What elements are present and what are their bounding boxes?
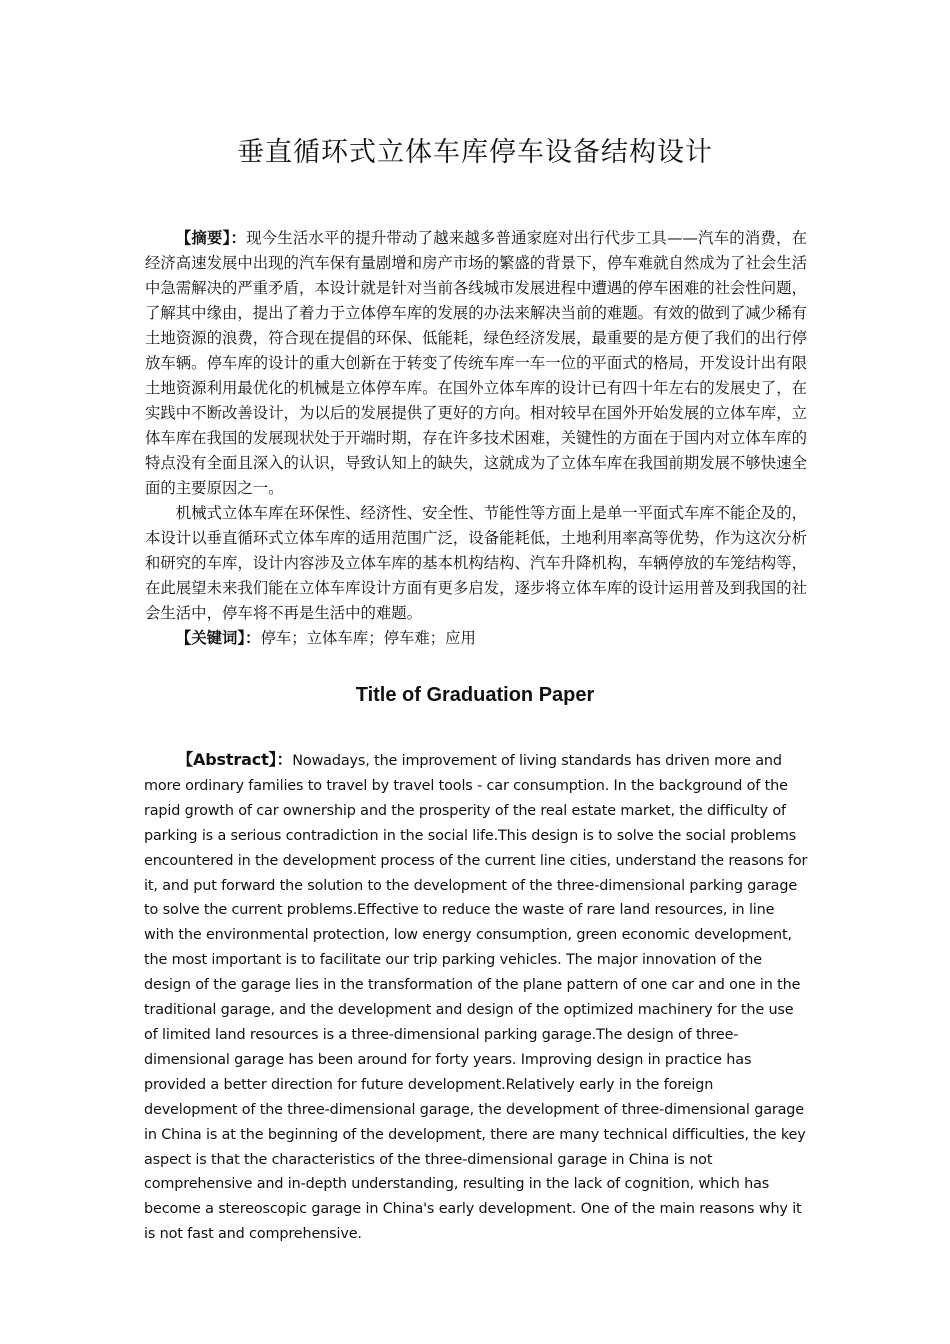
chinese-abstract-text-1: 现今生活水平的提升带动了越来越多普通家庭对出行代步工具——汽车的消费，在经济高速发展中出现的汽车保有量剧增和房产市场的繁盛的背景下，停车难就自然成为了社会生活中急需解决的严重矛盾，本设计就是针对当前各线城市发展进程中遭遇的停车困难的社会性问题，了解其中缘由，提出了着力于立体停车库的发展的办法来解决当前的难题。有效的做到了减少稀有土地资源的浪费，符合现在提倡的环保、低能耗，绿色经济发展，最重要的是方便了我们的出行停放车辆。停车库的设计的重大创新在于转变了传统车库一车一位的平面式的格局，开发设计出有限土地资源利用最优化的机械是立体停车库。在国外立体车库的设计已有四十年左右的发展史了，在实践中不断改善设计，为以后的发展提供了更好的方向。相对较早在国外开始发展的立体车库，立体车库在我国的发展现状处于开端时期，存在许多技术困难，关键性的方面在于国内对立体车库的特点没有全面且深入的认识，导致认知上的缺失，这就成为了立体车库在我国前期发展不够快速全面的主要原因之一。 xyxy=(145,229,807,497)
chinese-abstract-paragraph-2 xyxy=(145,501,807,626)
chinese-title: 垂直循环式立体车库停车设备结构设计 xyxy=(237,137,713,168)
chinese-abstract-label: 【摘要】： xyxy=(175,229,247,247)
chinese-abstract-paragraph-1 xyxy=(145,226,807,501)
chinese-abstract xyxy=(145,226,807,651)
english-abstract-text: Nowadays, the improvement of living standards has driven more and more ordinary families to travel by travel tools - car consumption. In the background of the rapid growth of car ownership and the prosperity of the real estate market, the difficulty of parking is a serious contradiction in the social life.This design is to solve the social problems encountered in the development process of the current line cities, understand the reasons for it, and put forward the solution to the development of the three-dimensional parking garage to solve the current problems.Effective to reduce the waste of rare land resources, in line with the environmental protection, low energy consumption, green economic development, the most important is to facilitate our trip parking vehicles. The major innovation of the design of the garage lies in the transformation of the plane pattern of one car and one in the traditional garage, and the development and design of the optimized machinery for the use of limited land resources is a three-dimensional parking garage.The design of three-dimensional garage has been around for forty years. Improving design in practice has provided a better direction for future development.Relatively early in the foreign development of the three-dimensional garage, the development of three-dimensional garage in China is at the beginning of the development, there are many technical difficulties, the key aspect is that the characteristics of the three-dimensional garage in China is not comprehensive and in-depth understanding, resulting in the lack of cognition, which has become a stereoscopic garage in China's early development. One of the main reasons why it is not fast and comprehensive. xyxy=(144,753,808,1243)
chinese-keywords-label: 【关键词】： xyxy=(175,629,261,647)
english-title: Title of Graduation Paper xyxy=(355,684,595,706)
english-abstract xyxy=(144,748,808,1247)
chinese-abstract-text-2: 机械式立体车库在环保性、经济性、安全性、节能性等方面上是单一平面式车库不能企及的，本设计以垂直循环式立体车库的适用范围广泛，设备能耗低，土地利用率高等优势，作为这次分析和研究的车库，设计内容涉及立体车库的基本机构结构、汽车升降机构，车辆停放的车笼结构等，在此展望未来我们能在立体车库设计方面有更多启发，逐步将立体车库的设计运用普及到我国的社会生活中，停车将不再是生活中的难题。 xyxy=(145,504,807,622)
english-abstract-label: 【Abstract】： xyxy=(177,750,293,769)
chinese-keywords-text: 停车；立体车库；停车难；应用 xyxy=(260,629,476,647)
chinese-keywords xyxy=(145,626,807,651)
